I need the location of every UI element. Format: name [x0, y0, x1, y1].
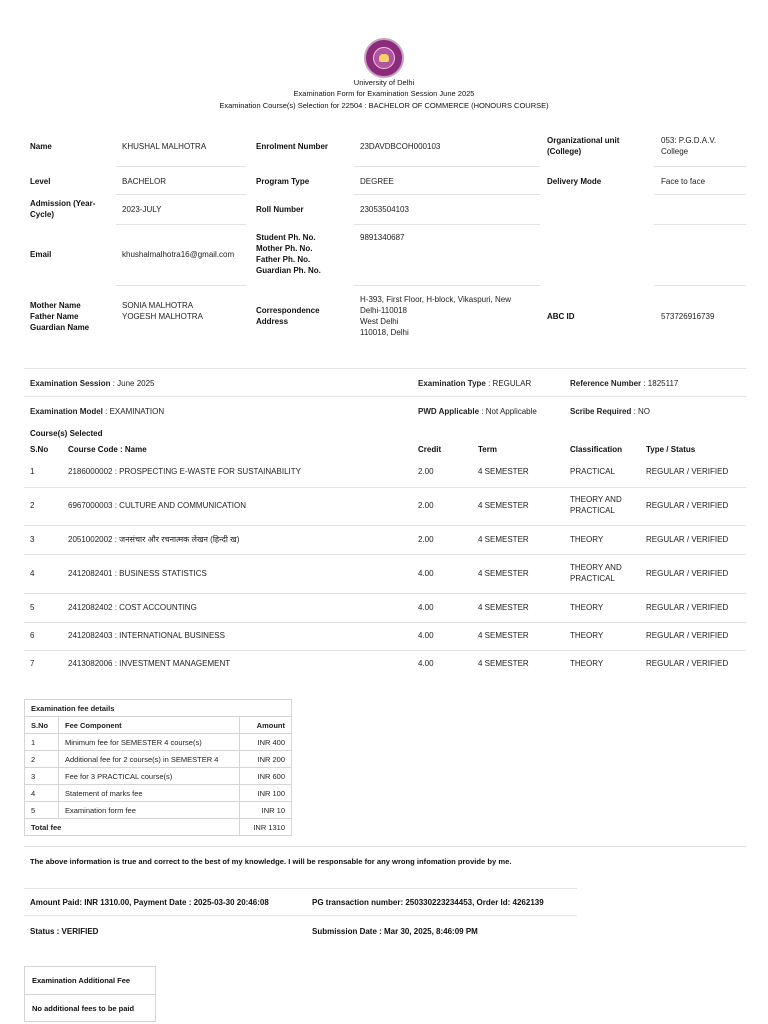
- course-sno: 2: [30, 501, 35, 510]
- col-header-credit: Credit: [418, 445, 442, 454]
- amount-paid: Amount Paid: INR 1310.00, Payment Date : 2025-03-30 20:46:08: [30, 898, 269, 907]
- divider: [24, 368, 746, 369]
- divider: [24, 593, 746, 594]
- course-status: REGULAR / VERIFIED: [646, 467, 729, 476]
- parent-values: SONIA MALHOTRA YOGESH MALHOTRA: [122, 301, 203, 321]
- phone-value: 9891340687: [360, 233, 405, 242]
- divider: [354, 166, 540, 167]
- divider: [654, 194, 746, 195]
- elephant-icon: [379, 54, 389, 62]
- level-value: BACHELOR: [122, 177, 167, 186]
- fee-row: [25, 802, 292, 819]
- address-value: H-393, First Floor, H-block, Vikaspuri, New Delhi-110018 West Delhi 110018, Delhi: [360, 295, 512, 337]
- col-header-sno: S.No: [30, 445, 49, 454]
- fee-amount: INR 100: [240, 785, 292, 802]
- fee-component: Examination form fee: [59, 802, 240, 819]
- course-credit: 4.00: [418, 569, 434, 578]
- fee-table-title: Examination fee details: [25, 700, 292, 717]
- fee-amount: INR 400: [240, 734, 292, 751]
- fee-row: [25, 751, 292, 768]
- course-status: REGULAR / VERIFIED: [646, 501, 729, 510]
- divider: [25, 994, 155, 995]
- additional-fee-title: Examination Additional Fee: [32, 976, 131, 985]
- additional-fee-box: [24, 966, 156, 1022]
- fee-sno: 2: [25, 751, 59, 768]
- col-header-term: Term: [478, 445, 497, 454]
- fee-sno: 3: [25, 768, 59, 785]
- course-sno: 6: [30, 631, 35, 640]
- course-classification: PRACTICAL: [570, 467, 615, 476]
- enrolment-label: Enrolment Number: [256, 142, 329, 151]
- course-status: REGULAR / VERIFIED: [646, 603, 729, 612]
- fee-amount: INR 10: [240, 802, 292, 819]
- divider: [24, 487, 746, 488]
- reference-number: Reference Number : 1825117: [570, 379, 679, 388]
- course-classification: THEORY: [570, 659, 604, 668]
- program-type-value: DEGREE: [360, 177, 394, 186]
- course-name: 2412082401 : BUSINESS STATISTICS: [68, 569, 207, 578]
- course-term: 4 SEMESTER: [478, 603, 529, 612]
- fee-header-amount: Amount: [240, 717, 292, 734]
- divider: [354, 194, 540, 195]
- exam-model: Examination Model : EXAMINATION: [30, 407, 165, 416]
- name-value: KHUSHAL MALHOTRA: [122, 142, 207, 151]
- org-label: Organizational unit (College): [547, 136, 620, 156]
- course-classification: THEORY AND PRACTICAL: [570, 495, 622, 515]
- abc-value: 573726916739: [661, 312, 715, 321]
- fee-component: Additional fee for 2 course(s) in SEMESTER 4: [59, 751, 240, 768]
- university-logo: [364, 38, 404, 78]
- phone-labels: Student Ph. No. Mother Ph. No. Father Ph. No. Guardian Ph. No.: [256, 233, 321, 275]
- delivery-mode-label: Delivery Mode: [547, 177, 602, 186]
- divider: [24, 888, 577, 889]
- admission-value: 2023-JULY: [122, 205, 162, 214]
- course-credit: 2.00: [418, 467, 434, 476]
- email-label: Email: [30, 250, 52, 259]
- course-credit: 4.00: [418, 603, 434, 612]
- total-fee-value: INR 1310: [240, 819, 292, 836]
- course-classification: THEORY: [570, 603, 604, 612]
- course-name: 2413082006 : INVESTMENT MANAGEMENT: [68, 659, 231, 668]
- roll-label: Roll Number: [256, 205, 304, 214]
- divider: [24, 846, 746, 847]
- divider: [654, 224, 746, 225]
- course-selection-title: Examination Course(s) Selection for 22504 : BACHELOR OF COMMERCE (HONOURS COURSE): [219, 101, 549, 110]
- payment-status: Status : VERIFIED: [30, 927, 99, 936]
- course-term: 4 SEMESTER: [478, 501, 529, 510]
- fee-header-component: Fee Component: [59, 717, 240, 734]
- pwd-applicable: PWD Applicable : Not Applicable: [418, 407, 537, 416]
- fee-row: [25, 785, 292, 802]
- additional-fee-message: No additional fees to be paid: [32, 1004, 135, 1013]
- fee-table: [24, 699, 292, 836]
- course-sno: 5: [30, 603, 35, 612]
- course-sno: 3: [30, 535, 35, 544]
- divider: [116, 285, 246, 286]
- course-classification: THEORY AND PRACTICAL: [570, 563, 622, 583]
- logo-emblem: [373, 47, 395, 69]
- delivery-mode-value: Face to face: [661, 177, 706, 186]
- fee-amount: INR 200: [240, 751, 292, 768]
- course-sno: 4: [30, 569, 35, 578]
- abc-label: ABC ID: [547, 312, 575, 321]
- fee-component: Fee for 3 PRACTICAL course(s): [59, 768, 240, 785]
- divider: [116, 166, 246, 167]
- divider: [116, 224, 246, 225]
- course-name: 2412082402 : COST ACCOUNTING: [68, 603, 197, 612]
- course-status: REGULAR / VERIFIED: [646, 535, 729, 544]
- course-status: REGULAR / VERIFIED: [646, 659, 729, 668]
- course-name: 2186000002 : PROSPECTING E-WASTE FOR SUSTAINABILITY: [68, 467, 301, 476]
- roll-value: 23053504103: [360, 205, 409, 214]
- exam-type: Examination Type : REGULAR: [418, 379, 532, 388]
- declaration-text: The above information is true and correct to the best of my knowledge. I will be responsable for any wrong infomation provide by me.: [30, 857, 512, 866]
- email-value: khushalmalhotra16@gmail.com: [122, 250, 235, 259]
- scribe-required: Scribe Required : NO: [570, 407, 651, 416]
- form-title: Examination Form for Examination Session June 2025: [293, 89, 475, 98]
- divider: [654, 166, 746, 167]
- fee-sno: 4: [25, 785, 59, 802]
- course-term: 4 SEMESTER: [478, 467, 529, 476]
- col-header-classification: Classification: [570, 445, 623, 454]
- divider: [116, 194, 246, 195]
- courses-section-title: Course(s) Selected: [30, 429, 103, 438]
- fee-component: Statement of marks fee: [59, 785, 240, 802]
- course-sno: 7: [30, 659, 35, 668]
- divider: [24, 915, 577, 916]
- col-header-course: Course Code : Name: [68, 445, 147, 454]
- fee-sno: 1: [25, 734, 59, 751]
- submission-date: Submission Date : Mar 30, 2025, 8:46:09 PM: [312, 927, 478, 936]
- fee-sno: 5: [25, 802, 59, 819]
- university-name: University of Delhi: [353, 78, 415, 87]
- course-name: 2051002002 : जनसंचार और रचनात्मक लेखन (हिन्दी ख): [68, 535, 240, 544]
- divider: [354, 224, 540, 225]
- course-credit: 2.00: [418, 501, 434, 510]
- course-term: 4 SEMESTER: [478, 535, 529, 544]
- course-credit: 4.00: [418, 631, 434, 640]
- divider: [654, 285, 746, 286]
- course-status: REGULAR / VERIFIED: [646, 631, 729, 640]
- divider: [24, 622, 746, 623]
- fee-row: [25, 768, 292, 785]
- divider: [354, 285, 540, 286]
- course-sno: 1: [30, 467, 35, 476]
- admission-label: Admission (Year- Cycle): [30, 199, 96, 219]
- course-name: 6967000003 : CULTURE AND COMMUNICATION: [68, 501, 246, 510]
- level-label: Level: [30, 177, 51, 186]
- divider: [24, 396, 746, 397]
- divider: [24, 650, 746, 651]
- name-label: Name: [30, 142, 52, 151]
- course-classification: THEORY: [570, 631, 604, 640]
- parent-labels: Mother Name Father Name Guardian Name: [30, 301, 90, 332]
- pg-transaction: PG transaction number: 250330223234453, Order Id: 4262139: [312, 898, 544, 907]
- course-credit: 2.00: [418, 535, 434, 544]
- fee-header-sno: S.No: [25, 717, 59, 734]
- course-status: REGULAR / VERIFIED: [646, 569, 729, 578]
- course-credit: 4.00: [418, 659, 434, 668]
- correspondence-label: Correspondence Address: [256, 306, 320, 326]
- course-term: 4 SEMESTER: [478, 569, 529, 578]
- exam-session: Examination Session : June 2025: [30, 379, 155, 388]
- divider: [24, 554, 746, 555]
- course-name: 2412082403 : INTERNATIONAL BUSINESS: [68, 631, 225, 640]
- fee-amount: INR 600: [240, 768, 292, 785]
- total-fee-label: Total fee: [25, 819, 240, 836]
- fee-row: [25, 734, 292, 751]
- enrolment-value: 23DAVDBCOH000103: [360, 142, 441, 151]
- course-term: 4 SEMESTER: [478, 659, 529, 668]
- col-header-status: Type / Status: [646, 445, 696, 454]
- program-type-label: Program Type: [256, 177, 310, 186]
- divider: [24, 525, 746, 526]
- course-classification: THEORY: [570, 535, 604, 544]
- fee-component: Minimum fee for SEMESTER 4 course(s): [59, 734, 240, 751]
- course-term: 4 SEMESTER: [478, 631, 529, 640]
- org-value: 053: P.G.D.A.V. College: [661, 136, 717, 156]
